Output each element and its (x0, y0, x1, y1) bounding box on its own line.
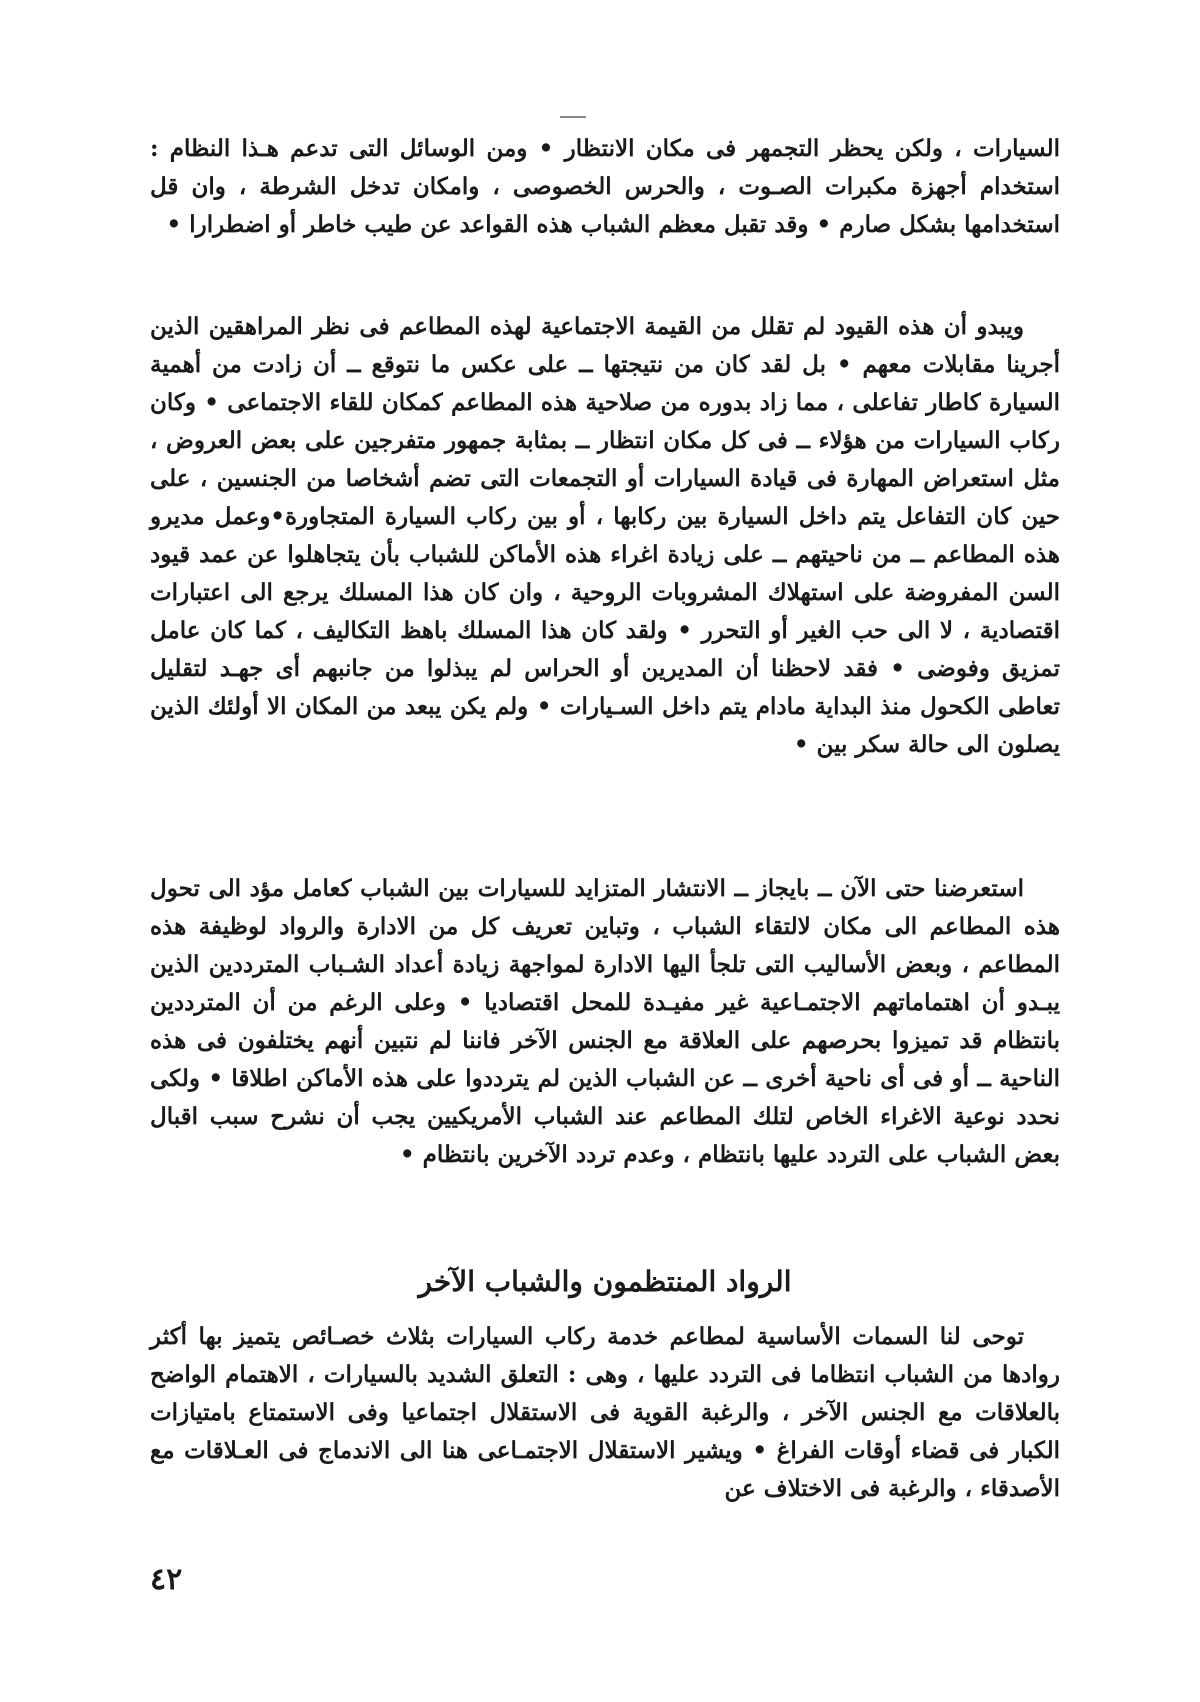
paragraph-2: ويبدو أن هذه القيود لم تقلل من القيمة الاجتماعية لهذه المطاعم فى نظر المراهقين الذين أجرينا مقابلات معهم • بل لقد كان من نتيجتها ــ على عكس ما نتوقع ــ أن زادت من أهمية السيارة كاطار تفاعلى ، مما زاد بدوره من صلاحية هذه المطاعم كمكان للقاء الاجتماعى • وكان ركاب السيارات من هؤلاء ــ فى كل مكان انتظار ــ بمثابة جمهور متفرجين على بعض العروض ، مثل استعراض المهارة فى قيادة السيارات أو التجمعات التى تضم أشخاصا من الجنسين ، على حين كان التفاعل يتم داخل السيارة بين ركابها ، أو بين ركاب السيارة المتجاورة•وعمل مديرو هذه المطاعم ــ من ناحيتهم ــ على زيادة اغراء هذه الأماكن للشباب بأن يتجاهلوا عن عمد قيود السن المفروضة على استهلاك المشروبات الروحية ، وان كان هذا المسلك يرجع الى اعتبارات اقتصادية ، لا الى حب الغير أو التحرر • ولقد كان هذا المسلك باهظ التكاليف ، كما كان عامل تمزيق وفوضى • فقد لاحظنا أن المديرين أو الحراس لم يبذلوا من جانبهم أى جهـد لتقليل تعاطى الكحول منذ البداية مادام يتم داخل السـيارات • ولم يكن يبعد من المكان الا أولئك الذين يصلون الى حالة سكر بين • (150, 313, 1060, 758)
section-heading: الرواد المنتظمون والشباب الآخر (418, 1265, 792, 1298)
paragraph-4: توحى لنا السمات الأساسية لمطاعم خدمة ركاب السيارات بثلاث خصـائص يتميز بها أكثر روادها من الشباب انتظاما فى التردد عليها ، وهى : التعلق الشديد بالسيارات ، الاهتمام الواضح بالعلاقات مع الجنس الآخر ، والرغبة القوية فى الاستقلال اجتماعيا وفى الاستمتاع بامتيازات الكبار فى قضاء أوقات الفراغ • ويشير الاستقلال الاجتمـاعى هنا الى الاندماج فى العـلاقات مع الأصدقاء ، والرغبة فى الاختلاف عن (150, 1323, 1060, 1502)
paragraph-1: السيارات ، ولكن يحظر التجمهر فى مكان الانتظار • ومن الوسائل التى تدعم هـذا النظام : استخدام أجهزة مكبرات الصـوت ، والحرس الخصوصى ، وامكان تدخل الشرطة ، وان قل استخدامها بشكل صارم • وقد تقبل معظم الشباب هذه القواعد عن طيب خاطر أو اضطرارا • (150, 135, 1060, 238)
page-number: ٤٢ (150, 1562, 183, 1597)
paragraph-3: استعرضنا حتى الآن ــ بايجاز ــ الانتشار المتزايد للسيارات بين الشباب كعامل مؤد الى تحول هذه المطاعم الى مكان لالتقاء الشباب ، وتباين تعريف كل من الادارة والرواد لوظيفة هذه المطاعم ، وبعض الأساليب التى تلجأ اليها الادارة لمواجهة زيادة أعداد الشـباب المترددين الذين يبـدو أن اهتماماتهم الاجتمـاعية غير مفيـدة للمحل اقتصاديا • وعلى الرغم من أن المترددين بانتظام قد تميزوا بحرصهم على العلاقة مع الجنس الآخر فاننا لم نتبين أنهم يختلفون فى هذه الناحية ــ أو فى أى ناحية أخرى ــ عن الشباب الذين لم يترددوا على هذه الأماكن اطلاقا • ولكى نحدد نوعية الاغراء الخاص لتلك المطاعم عند الشباب الأمريكيين يجب أن نشرح سبب اقبال بعض الشباب على التردد عليها بانتظام ، وعدم تردد الآخرين بانتظام • (150, 875, 1060, 1168)
scan-mark (560, 116, 586, 118)
